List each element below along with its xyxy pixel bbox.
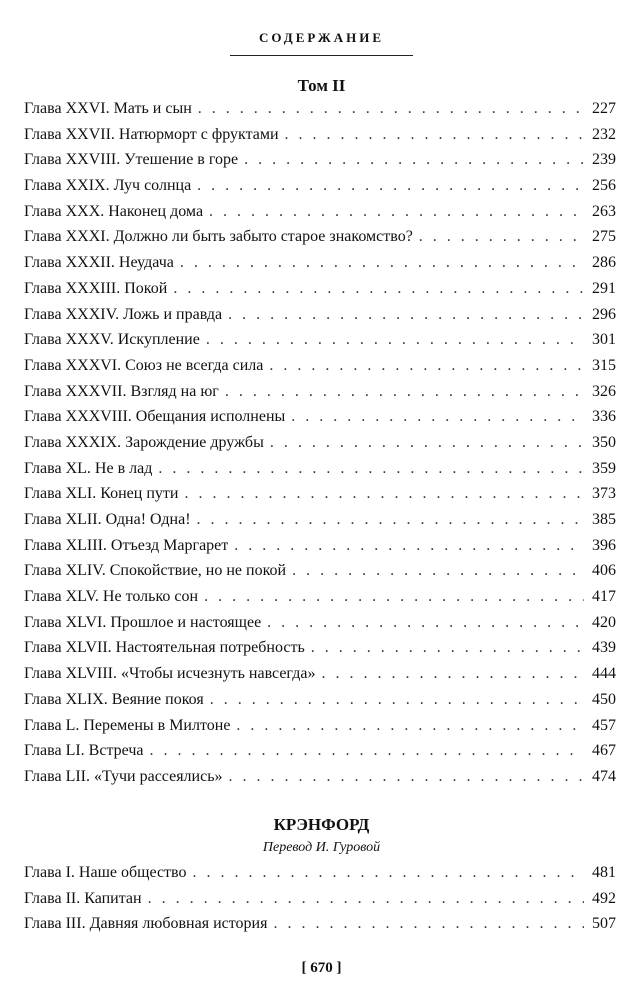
chapter-page-number: 315: [592, 356, 616, 374]
chapter-title: Глава XLVIII. «Чтобы исчезнуть навсегда»: [24, 665, 316, 683]
chapter-page-number: 359: [592, 459, 616, 477]
toc-entry: [24, 331, 616, 357]
dot-leader: [173, 280, 584, 298]
toc-entry: [24, 306, 616, 332]
dot-leader: [148, 890, 584, 908]
dot-leader: [234, 537, 584, 555]
chapter-title: Глава L. Перемены в Милтоне: [24, 716, 231, 734]
chapter-page-number: 444: [592, 665, 616, 683]
dot-leader: [273, 915, 584, 933]
chapter-title: Глава XLIII. Отъезд Маргарет: [24, 536, 229, 554]
chapter-page-number: 481: [592, 864, 616, 881]
toc-entry: [24, 768, 616, 794]
chapter-title: Глава LI. Встреча: [24, 742, 144, 760]
chapter-title: Глава XXXV. Искупление: [24, 331, 200, 349]
chapter-title: Глава XLIV. Спокойствие, но не покой: [24, 562, 287, 580]
chapter-title: Глава XXIX. Луч солнца: [24, 177, 192, 195]
toc-entry: [24, 485, 616, 511]
chapter-title: Глава XXXVIII. Обещания исполнены: [24, 408, 286, 426]
chapter-title: Глава XXVIII. Утешение в горе: [24, 151, 239, 169]
dot-leader: [180, 254, 584, 272]
chapter-title: Глава LII. «Тучи рассеялись»: [24, 767, 223, 785]
dot-leader: [150, 742, 585, 760]
volume-title: Том II: [297, 76, 346, 95]
cranford-toc: [24, 864, 616, 941]
toc-entry: [24, 742, 616, 768]
cranford-title: КРЭНФОРД: [273, 815, 370, 834]
chapter-title: Глава III. Давняя любовная история: [24, 915, 268, 933]
toc-entry: [24, 280, 616, 306]
chapter-page-number: 232: [592, 125, 616, 143]
toc-entry: [24, 562, 616, 588]
chapter-title: Глава XLVII. Настоятельная потребность: [24, 639, 305, 657]
toc-entry: [24, 691, 616, 717]
chapter-title: Глава XXX. Наконец дома: [24, 202, 204, 220]
dot-leader: [229, 768, 585, 786]
toc-entry: [24, 100, 616, 126]
chapter-title: Глава XLV. Не только сон: [24, 588, 199, 606]
chapter-title: Глава XXXIII. Покой: [24, 279, 168, 297]
chapter-page-number: 467: [592, 742, 616, 760]
header-rule: [230, 55, 413, 56]
chapter-title: Глава XLII. Одна! Одна!: [24, 511, 191, 528]
dot-leader: [291, 408, 584, 426]
toc-entry: [24, 434, 616, 460]
chapter-page-number: 301: [592, 331, 616, 349]
dot-leader: [321, 665, 584, 683]
chapter-page-number: 286: [592, 254, 616, 272]
toc-entry: [24, 665, 616, 691]
toc-entry: [24, 890, 616, 916]
dot-leader: [225, 383, 584, 401]
running-head: СОДЕРЖАНИЕ: [258, 30, 385, 45]
toc-entry: [24, 537, 616, 563]
chapter-page-number: 326: [592, 382, 616, 400]
toc-entry: [24, 177, 616, 203]
page-number: [ 670 ]: [301, 960, 342, 976]
dot-leader: [269, 357, 584, 375]
dot-leader: [267, 614, 584, 632]
toc-entry: [24, 228, 616, 254]
dot-leader: [311, 639, 584, 657]
dot-leader: [206, 331, 584, 349]
chapter-page-number: 263: [592, 202, 616, 220]
chapter-page-number: 507: [592, 915, 616, 933]
toc-entry: [24, 126, 616, 152]
dot-leader: [228, 306, 584, 324]
chapter-page-number: 239: [592, 151, 616, 169]
chapter-page-number: 373: [592, 485, 616, 503]
translator-credit: Перевод И. Гуровой: [262, 840, 381, 855]
chapter-title: Глава XXXVI. Союз не всегда сила: [24, 356, 264, 374]
chapter-title: Глава XXXIV. Ложь и правда: [24, 305, 223, 323]
chapter-page-number: 406: [592, 562, 616, 580]
chapter-title: Глава II. Капитан: [24, 889, 142, 907]
toc-entry: [24, 511, 616, 537]
chapter-title: Глава XLIX. Веяние покоя: [24, 690, 204, 708]
dot-leader: [285, 126, 584, 144]
chapter-title: Глава XLVI. Прошлое и настоящее: [24, 613, 262, 631]
chapter-title: Глава XL. Не в лад: [24, 459, 153, 477]
chapter-title: Глава XXVI. Мать и сын: [24, 100, 192, 117]
toc-entry: [24, 588, 616, 614]
dot-leader: [244, 151, 584, 169]
chapter-page-number: 450: [592, 690, 616, 708]
chapter-page-number: 474: [592, 767, 616, 785]
dot-leader: [197, 177, 584, 195]
chapter-page-number: 227: [592, 100, 616, 117]
toc-entry: [24, 915, 616, 941]
chapter-title: Глава XXXI. Должно ли быть забыто старое знакомство?: [24, 228, 413, 246]
chapter-title: Глава XLI. Конец пути: [24, 485, 179, 503]
chapter-page-number: 420: [592, 613, 616, 631]
toc-entry: [24, 864, 616, 890]
chapter-page-number: 417: [592, 588, 616, 606]
dot-leader: [209, 203, 584, 221]
toc-entry: [24, 614, 616, 640]
dot-leader: [419, 228, 584, 246]
chapter-page-number: 275: [592, 228, 616, 246]
volume-toc: [24, 100, 616, 794]
toc-entry: [24, 408, 616, 434]
chapter-page-number: 457: [592, 716, 616, 734]
dot-leader: [270, 434, 584, 452]
dot-leader: [192, 864, 584, 882]
dot-leader: [158, 460, 584, 478]
chapter-page-number: 396: [592, 536, 616, 554]
toc-entry: [24, 151, 616, 177]
chapter-page-number: 439: [592, 639, 616, 657]
chapter-title: Глава XXXII. Неудача: [24, 254, 174, 272]
chapter-title: Глава XXVII. Натюрморт с фруктами: [24, 125, 279, 143]
chapter-title: Глава I. Наше общество: [24, 864, 187, 881]
dot-leader: [198, 100, 584, 118]
toc-entry: [24, 460, 616, 486]
dot-leader: [292, 562, 584, 580]
toc-entry: [24, 357, 616, 383]
toc-entry: [24, 203, 616, 229]
toc-entry: [24, 383, 616, 409]
dot-leader: [184, 485, 584, 503]
chapter-title: Глава XXXVII. Взгляд на юг: [24, 382, 219, 400]
dot-leader: [197, 511, 584, 529]
chapter-page-number: 492: [592, 889, 616, 907]
chapter-title: Глава XXXIX. Зарождение дружбы: [24, 433, 264, 451]
chapter-page-number: 296: [592, 305, 616, 323]
chapter-page-number: 256: [592, 177, 616, 195]
toc-entry: [24, 717, 616, 743]
dot-leader: [210, 691, 584, 709]
chapter-page-number: 291: [592, 279, 616, 297]
toc-entry: [24, 254, 616, 280]
chapter-page-number: 350: [592, 433, 616, 451]
chapter-page-number: 336: [592, 408, 616, 426]
chapter-page-number: 385: [592, 511, 616, 528]
dot-leader: [204, 588, 584, 606]
toc-entry: [24, 639, 616, 665]
dot-leader: [236, 717, 584, 735]
